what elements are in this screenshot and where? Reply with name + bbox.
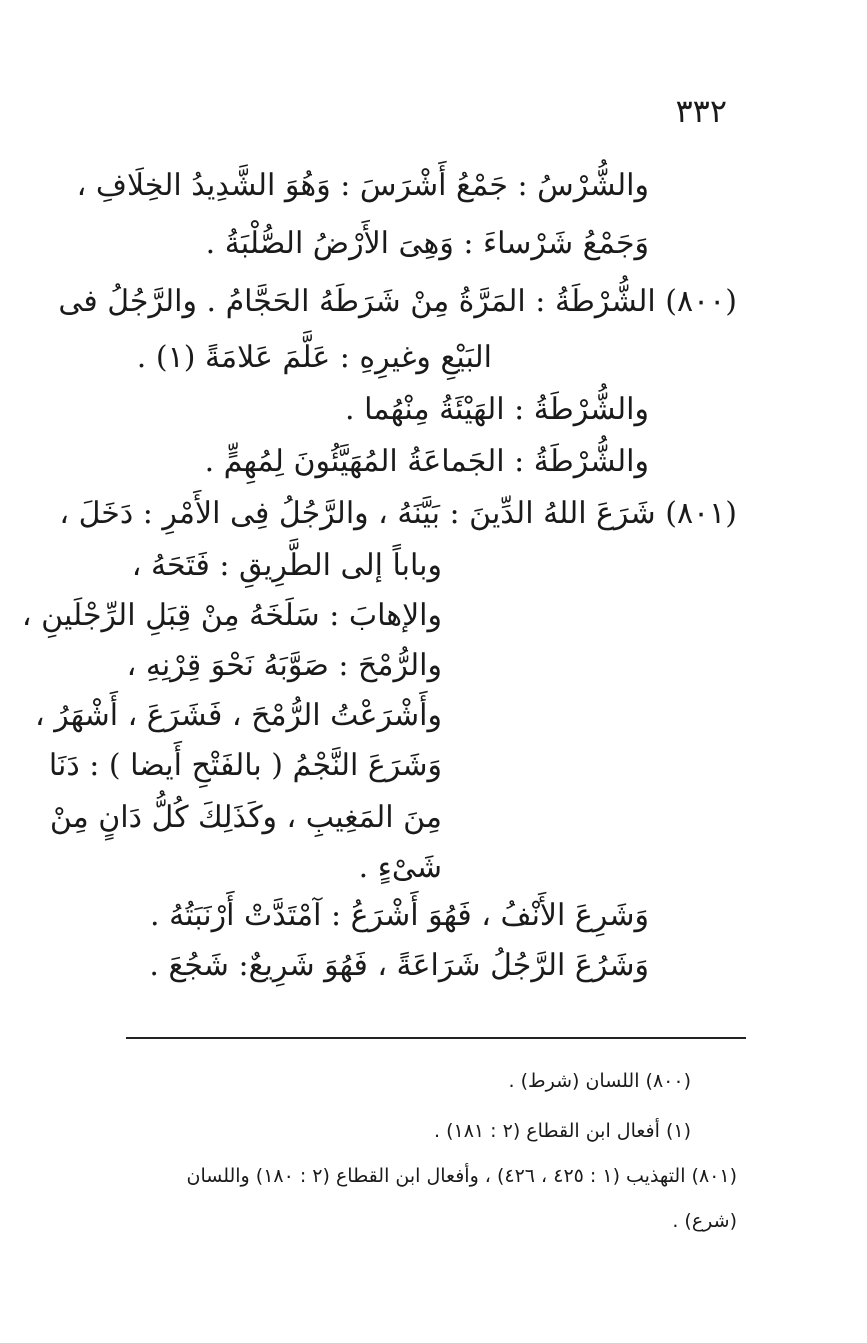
footnote-divider bbox=[126, 1037, 746, 1039]
footnote: (٨٠١) التهذيب (١ : ٤٢٥ ، ٤٢٦) ، وأفعال ابن القطاع (٢ : ١٨٠) واللسان bbox=[186, 1165, 737, 1187]
text-line: وَشَرُعَ الرَّجُلُ شَرَاعَةً ، فَهُوَ شَرِيعٌ: شَجُعَ . bbox=[149, 948, 649, 983]
text-line: وباباً إلى الطَّرِيقِ : فَتَحَهُ ، bbox=[131, 548, 442, 583]
text-line: مِنَ المَغِيبِ ، وكَذَلِكَ كُلُّ دَانٍ مِنْ bbox=[49, 800, 442, 835]
page-number: ٣٣٢ bbox=[675, 92, 727, 130]
text-line: (٨٠١) شَرَعَ اللهُ الدِّينَ : بَيَّنَهُ ، والرَّجُلُ فِى الأَمْرِ : دَخَلَ ، bbox=[59, 496, 737, 531]
text-line: (٨٠٠) الشُّرْطَةُ : المَرَّةُ مِنْ شَرَطَهُ الحَجَّامُ . والرَّجُلُ فى bbox=[58, 284, 737, 319]
footnote: (١) أفعال ابن القطاع (٢ : ١٨١) . bbox=[434, 1120, 691, 1142]
text-line: والرُّمْحَ : صَوَّبَهُ نَحْوَ قِرْنِهِ ، bbox=[126, 648, 442, 683]
text-line: وَشَرَعَ النَّجْمُ ( بالفَتْحِ أَيضا ) : دَنَا bbox=[48, 748, 442, 783]
text-line: والشُّرْطَةُ : الهَيْئَةُ مِنْهُما . bbox=[345, 392, 649, 427]
text-line: وَجَمْعُ شَرْساءَ : وَهِىَ الأَرْضُ الصُّلْبَةُ . bbox=[205, 226, 649, 261]
footnote: (شرع) . bbox=[672, 1210, 737, 1232]
text-line: وأَشْرَعْتُ الرُّمْحَ ، فَشَرَعَ ، أَشْهَرُ ، bbox=[34, 698, 442, 733]
text-line: شَىْءٍ . bbox=[358, 850, 442, 885]
text-line: وَشَرِعَ الأَنْفُ ، فَهُوَ أَشْرَعُ : آمْتَدَّتْ أَرْنَبَتُهُ . bbox=[150, 898, 649, 933]
text-line: البَيْعِ وغيرِهِ : عَلَّمَ عَلامَةً (١) . bbox=[136, 340, 492, 375]
text-line: والإهابَ : سَلَخَهُ مِنْ قِبَلِ الرِّجْلَينِ ، bbox=[21, 598, 442, 633]
footnote: (٨٠٠) اللسان (شرط) . bbox=[508, 1070, 691, 1092]
text-line: والشُّرْسُ : جَمْعُ أَشْرَسَ : وَهُوَ الشَّدِيدُ الخِلَافِ ، bbox=[76, 168, 649, 203]
text-line: والشُّرْطَةُ : الجَماعَةُ المُهَيَّئُونَ لِمُهِمٍّ . bbox=[204, 444, 649, 479]
